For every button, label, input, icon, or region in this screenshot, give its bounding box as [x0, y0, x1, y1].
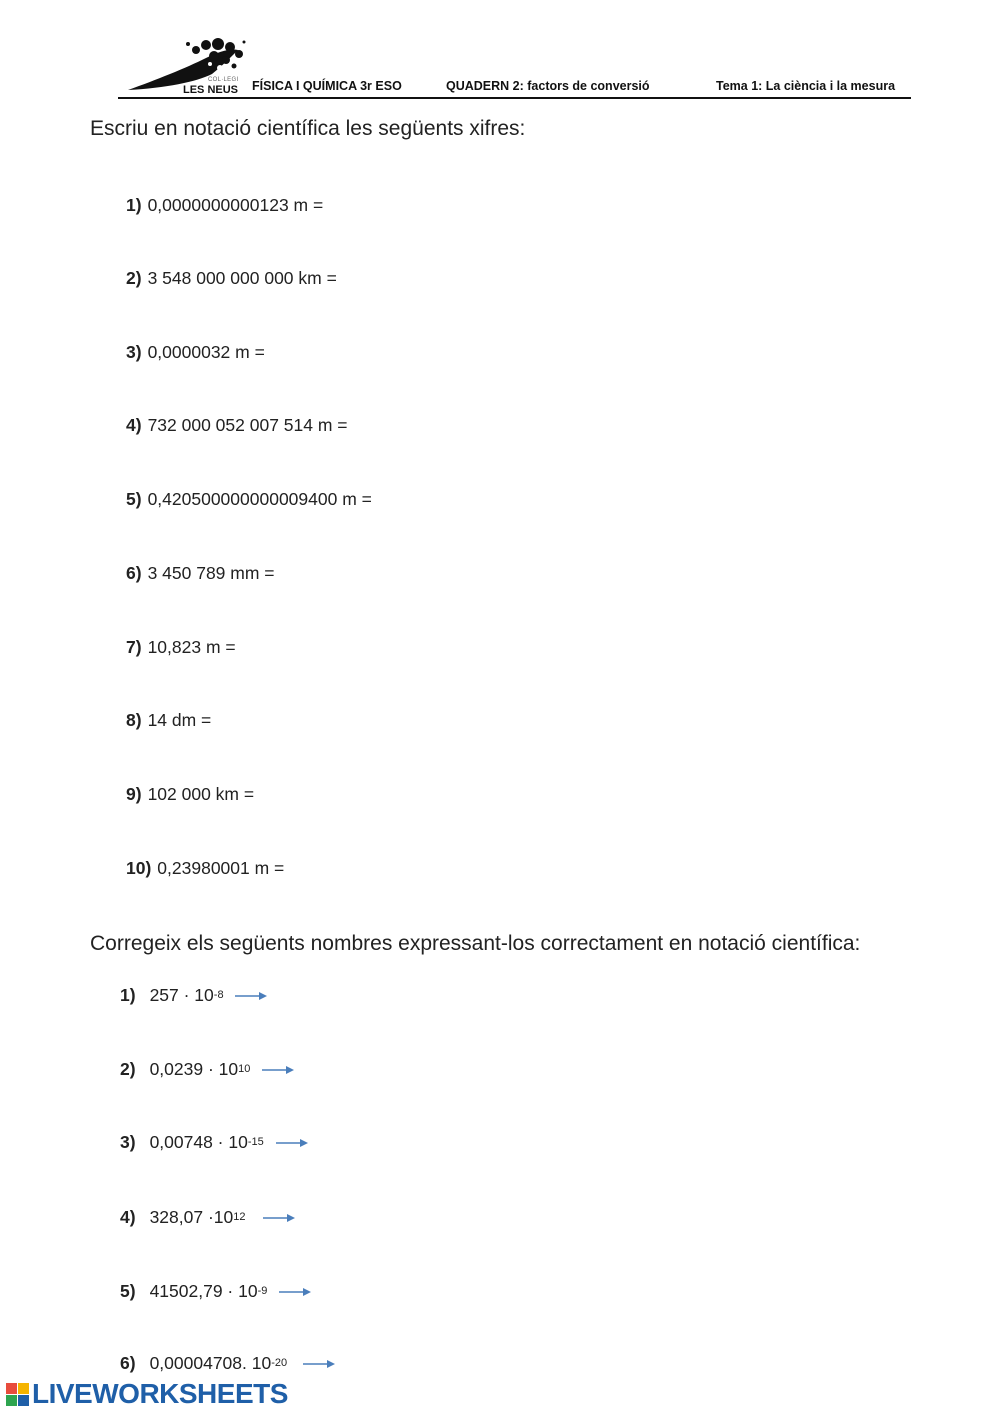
item-number: 4)	[126, 415, 142, 435]
section1-item	[126, 784, 254, 805]
item-number: 2)	[126, 268, 142, 288]
item-exponent: 10	[238, 1063, 251, 1075]
arrow-right-icon	[234, 991, 268, 1001]
item-exponent: -8	[213, 989, 224, 1001]
item-base: 0,0239 · 10	[149, 1059, 239, 1079]
header-notebook: QUADERN 2: factors de conversió	[446, 79, 650, 93]
item-number: 8)	[126, 710, 142, 730]
item-number: 5)	[126, 489, 142, 509]
section2-item	[120, 1207, 296, 1228]
item-text: 732 000 052 007 514 m =	[147, 415, 348, 435]
item-number: 1)	[126, 195, 142, 215]
item-text: 3 450 789 mm =	[147, 563, 275, 583]
section2-item	[120, 1059, 295, 1080]
liveworksheets-badge-icon	[6, 1383, 30, 1407]
item-number: 1)	[120, 985, 136, 1005]
item-text: 0,420500000000009400 m =	[147, 489, 372, 509]
item-text: 0,23980001 m =	[157, 858, 285, 878]
header-topic: Tema 1: La ciència i la mesura	[716, 79, 896, 93]
item-number: 5)	[120, 1281, 136, 1301]
item-exponent: -20	[271, 1357, 288, 1369]
item-text: 0,0000000000123 m =	[147, 195, 324, 215]
school-logo	[126, 36, 256, 94]
header-subject: FÍSICA I QUÍMICA 3r ESO	[252, 79, 402, 93]
section1-item	[126, 415, 348, 436]
item-text: 14 dm =	[147, 710, 212, 730]
item-base: 41502,79 · 10	[149, 1281, 258, 1301]
item-number: 4)	[120, 1207, 136, 1227]
page-header	[118, 30, 911, 100]
section1-item	[126, 710, 211, 731]
item-number: 10)	[126, 858, 152, 878]
item-exponent: -9	[257, 1285, 268, 1297]
item-number: 6)	[126, 563, 142, 583]
section2-item	[120, 1281, 312, 1302]
section1-instruction: Escriu en notació científica les següents xifres:	[90, 117, 526, 140]
item-text: 102 000 km =	[147, 784, 255, 804]
item-base: 0,00004708. 10	[149, 1353, 272, 1373]
section1-item	[126, 268, 337, 289]
arrow-right-icon	[262, 1213, 296, 1223]
item-base: 328,07 ·10	[149, 1207, 234, 1227]
arrow-right-icon	[302, 1359, 336, 1369]
item-text: 0,0000032 m =	[147, 342, 265, 362]
section1-item	[126, 489, 372, 510]
arrow-right-icon	[278, 1287, 312, 1297]
section1-item	[126, 637, 236, 658]
item-text: 3 548 000 000 000 km =	[147, 268, 337, 288]
arrow-right-icon	[275, 1138, 309, 1148]
section2-item	[120, 985, 268, 1006]
item-number: 3)	[126, 342, 142, 362]
section1-item	[126, 858, 284, 879]
item-number: 9)	[126, 784, 142, 804]
liveworksheets-wordmark: LIVEWORKSHEETS	[32, 1378, 288, 1409]
arrow-right-icon	[261, 1065, 295, 1075]
section2-item	[120, 1353, 336, 1374]
item-number: 6)	[120, 1353, 136, 1373]
section2-item	[120, 1132, 309, 1153]
section1-item	[126, 342, 265, 363]
item-number: 3)	[120, 1132, 136, 1152]
item-base: 0,00748 · 10	[149, 1132, 248, 1152]
item-text: 10,823 m =	[147, 637, 236, 657]
section1-item	[126, 563, 275, 584]
logo-college-label: COL·LEGI	[208, 77, 239, 83]
item-exponent: -15	[247, 1136, 264, 1148]
item-number: 7)	[126, 637, 142, 657]
logo-brand-label: LES NEUS	[183, 84, 239, 96]
section1-item	[126, 195, 323, 216]
item-base: 257 · 10	[149, 985, 214, 1005]
section2-instruction: Corregeix els següents nombres expressant-los correctament en notació científica:	[90, 932, 861, 955]
header-divider	[118, 97, 911, 99]
item-number: 2)	[120, 1059, 136, 1079]
item-exponent: 12	[233, 1211, 246, 1223]
